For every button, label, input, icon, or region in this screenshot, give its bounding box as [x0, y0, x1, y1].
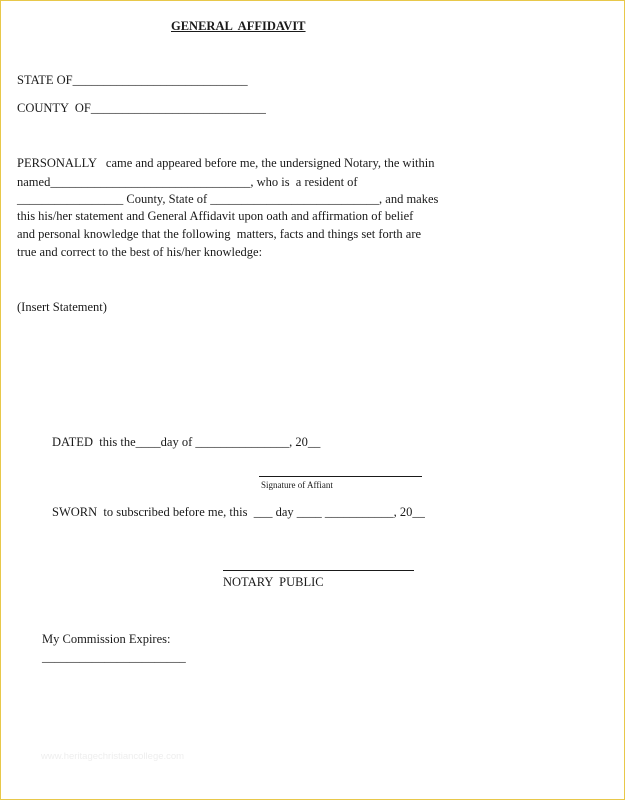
body-line: PERSONALLY came and appeared before me, the undersigned Notary, the within [17, 156, 435, 170]
commission-expires-blank: _______________________ [42, 650, 186, 664]
body-line: this his/her statement and General Affidavit upon oath and affirmation of belief [17, 209, 414, 223]
body-line: _________________ County, State of ___________________________, and makes [17, 192, 439, 206]
document-title: GENERAL AFFIDAVIT [171, 19, 306, 33]
sworn-line: SWORN to subscribed before me, this ___ day ____ ___________, 20__ [52, 505, 425, 519]
commission-expires-label: My Commission Expires: [42, 632, 171, 646]
watermark: www.heritagechristiancollege.com [41, 751, 185, 762]
body-line: named________________________________, who is a resident of [17, 175, 358, 189]
body-line: true and correct to the best of his/her knowledge: [17, 245, 263, 259]
body-line: and personal knowledge that the following matters, facts and things set forth are [17, 227, 422, 241]
county-field: COUNTY OF____________________________ [17, 101, 266, 115]
affiant-signature-line [259, 476, 422, 477]
signature-of-affiant-label: Signature of Affiant [261, 480, 333, 490]
dated-line: DATED this the____day of _______________, 20__ [52, 435, 321, 449]
state-field: STATE OF____________________________ [17, 73, 248, 87]
insert-statement-placeholder: (Insert Statement) [17, 300, 107, 314]
notary-public-label: NOTARY PUBLIC [223, 575, 324, 589]
notary-signature-line [223, 570, 414, 571]
